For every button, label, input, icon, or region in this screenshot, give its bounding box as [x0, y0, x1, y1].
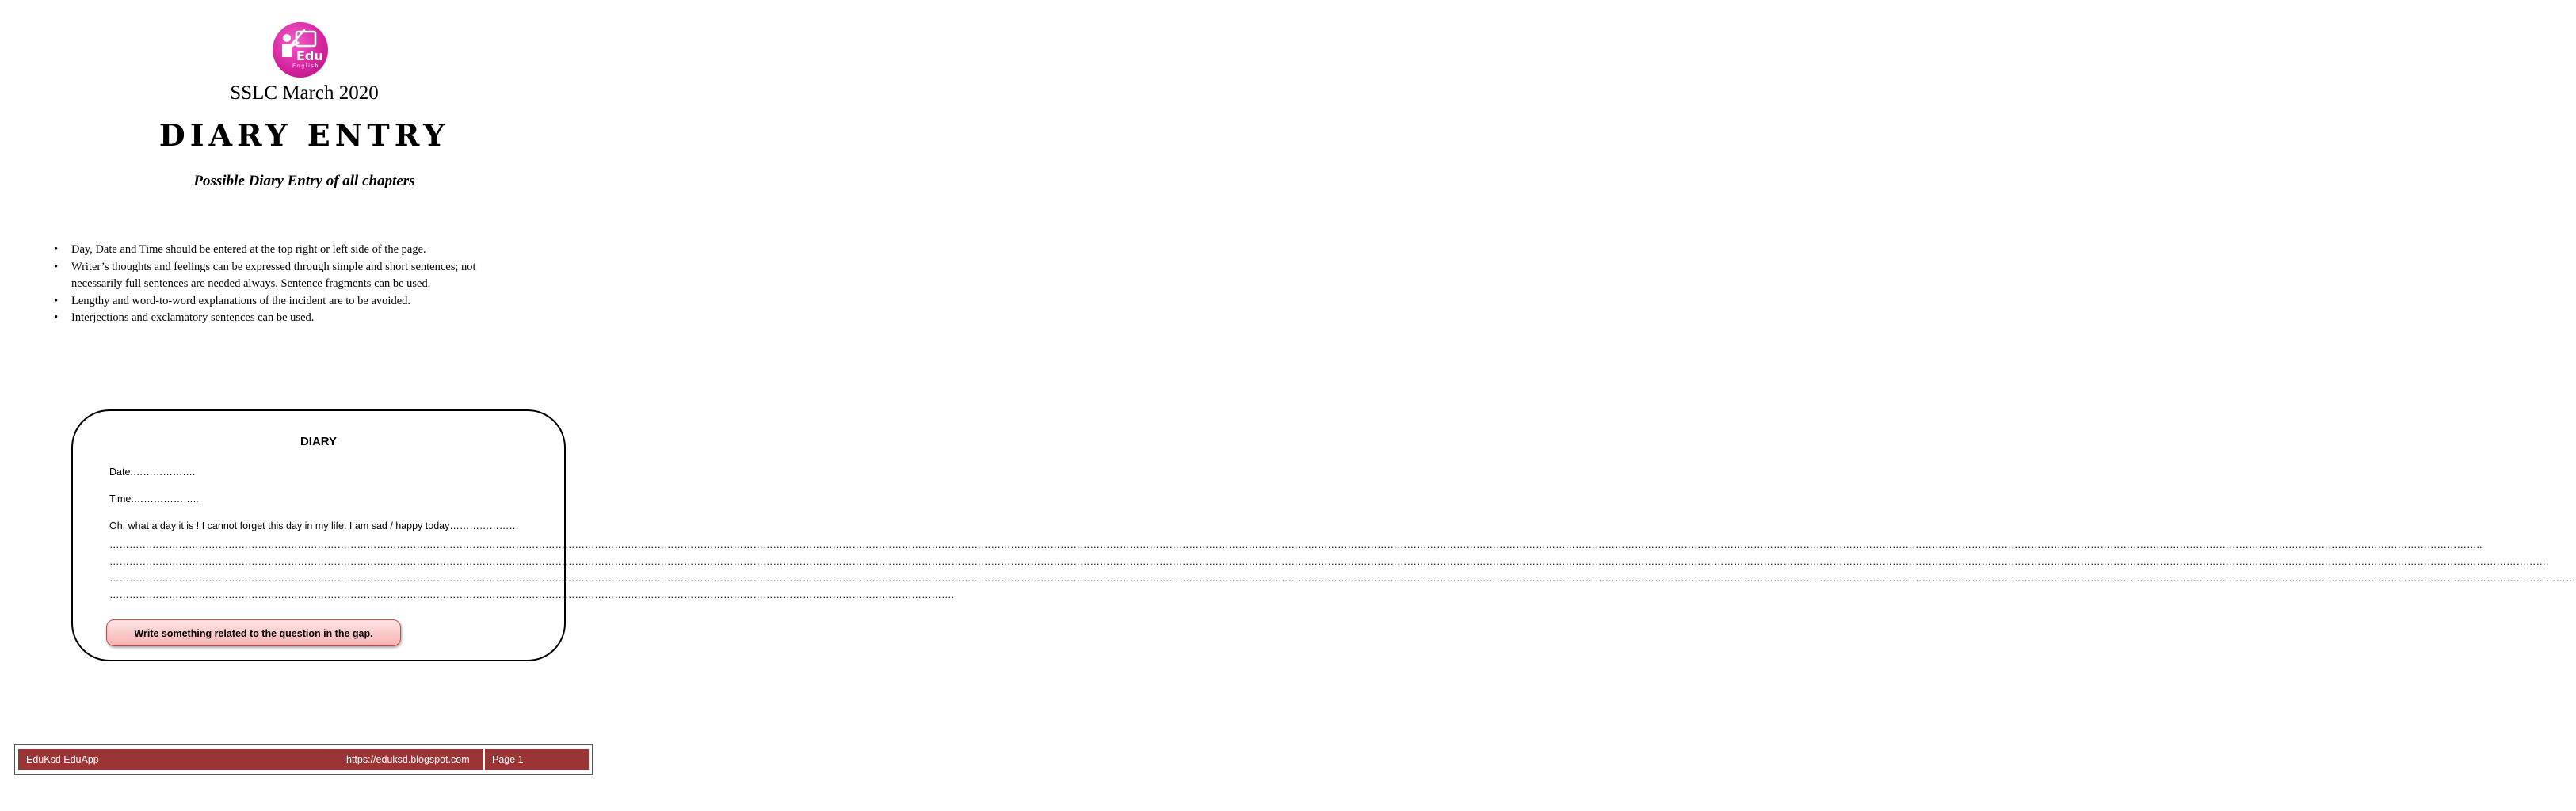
diary-template-box: [71, 409, 2576, 661]
list-item-line: Writer’s thoughts and feelings can be expressed through simple and short sentences; not: [71, 260, 476, 273]
diary-heading: DIARY: [300, 435, 338, 448]
footer-brand: EduKsd EduApp: [26, 754, 99, 765]
list-item: • Day, Date and Time should be entered at the top right or left side of the page.: [52, 242, 559, 259]
diary-body-line: Oh, what a day it is ! I cannot forget this day in my life. I am sad / happy today…………………: [109, 520, 519, 531]
dotted-line: ………………………………………………………………………………………………………………………………………………………………………………………………………………………………….: [109, 589, 954, 600]
dotted-line: ……………………………………………………………………………………………………………………………………………………………………………………………………………………………………………………………………………………………………………………………………………………………………………………………………………………………………………………………………………………………………………………………………………………………………………………………………………………………………………………………..: [109, 539, 2483, 550]
logo-ring-text: English: [292, 63, 319, 69]
hint-callout: Write something related to the question in the gap.: [106, 619, 401, 646]
footer-bar: [18, 749, 589, 770]
dotted-line: ………………………………………………………………………………………………………………………………………………………………………………………………………………………………………………………………………………………………………………………………………………………………………………………………………………………………………………………………………………………………………………………………………………………………………………………………………………………………………………………………………………………: [109, 573, 2576, 584]
logo-mark-text: Edu: [296, 48, 323, 63]
list-item: [52, 259, 559, 293]
footer-url-link[interactable]: https://eduksd.blogspot.com: [346, 754, 470, 765]
dotted-line: ……………………………………………………………………………………………………………………………………………………………………………………………………………………………………………………………………………………………………………………………………………………………………………………………………………………………………………………………………………………………………………………………………………………………………………………………………………………………………………………………………………….: [109, 556, 2549, 567]
exam-subtitle: SSLC March 2020: [230, 82, 379, 104]
list-item-line: necessarily full sentences are needed always. Sentence fragments can be used.: [71, 277, 431, 290]
list-item: • Interjections and exclamatory sentences can be used.: [52, 310, 559, 327]
diary-time-line: Time:………………..: [109, 493, 199, 504]
edu-english-logo: [273, 22, 328, 78]
page-number: Page 1: [492, 754, 524, 765]
page-footer: [14, 744, 593, 775]
guidelines-list: [52, 242, 559, 327]
diary-date-line: Date:……………….: [109, 466, 196, 478]
tagline: Possible Diary Entry of all chapters: [193, 173, 415, 189]
page-title: DIARY ENTRY: [158, 117, 450, 153]
footer-divider: [483, 749, 485, 770]
list-item: • Lengthy and word-to-word explanations of the incident are to be avoided.: [52, 293, 559, 310]
